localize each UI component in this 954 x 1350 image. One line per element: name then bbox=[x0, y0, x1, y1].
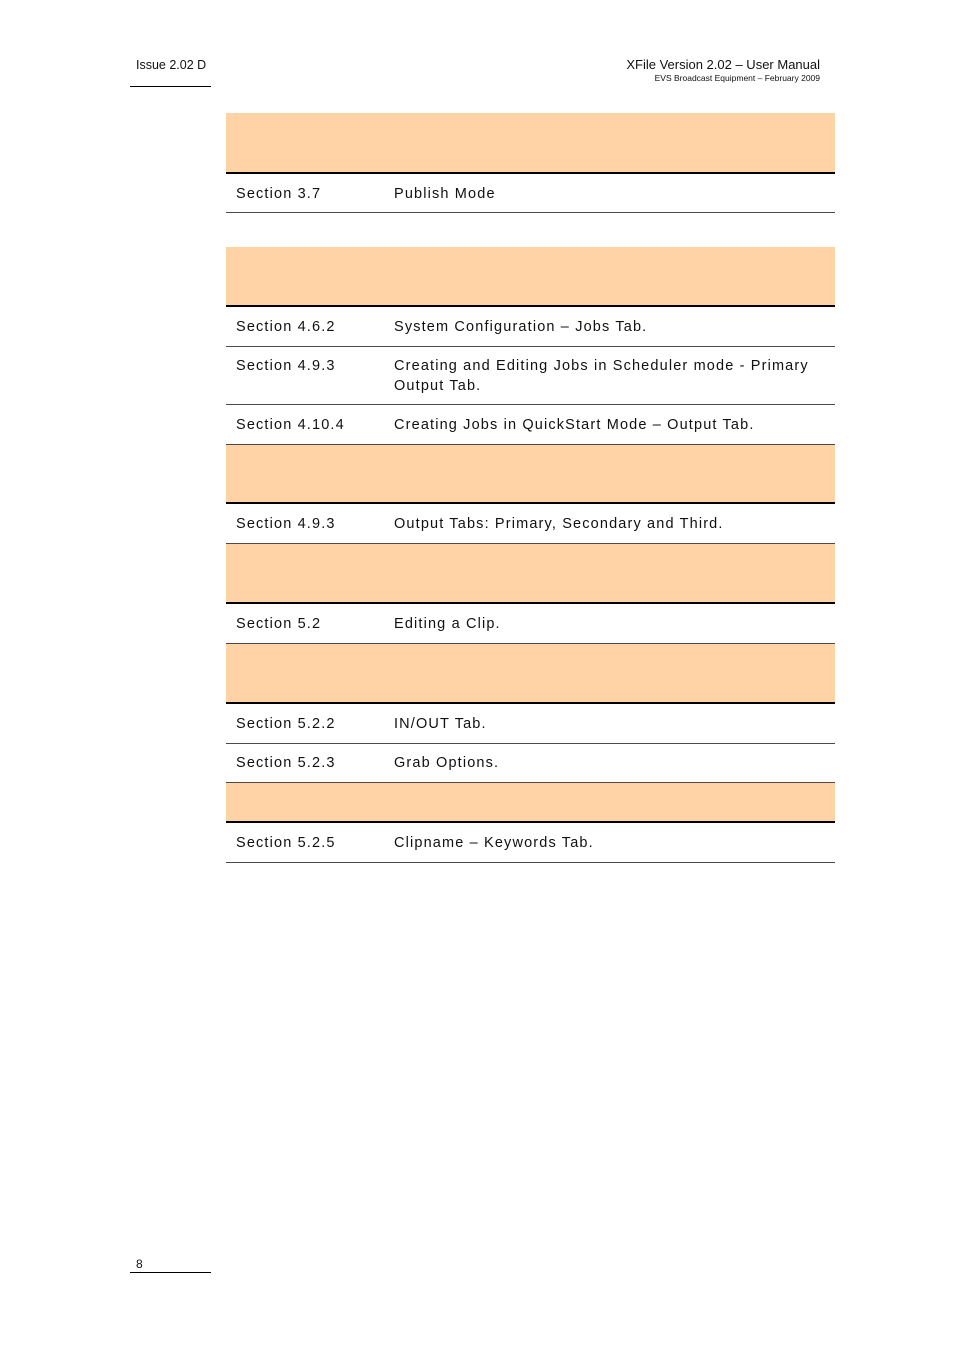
table-group-band bbox=[226, 783, 835, 823]
table-group-band bbox=[226, 445, 835, 504]
table-row bbox=[226, 347, 835, 405]
header-rule bbox=[130, 86, 211, 87]
footer-rule bbox=[130, 1272, 211, 1273]
section-title: System Configuration – Jobs Tab. bbox=[394, 319, 648, 335]
section-title: Publish Mode bbox=[394, 186, 496, 202]
section-reference-table bbox=[226, 113, 835, 863]
table-row bbox=[226, 504, 835, 544]
table-row bbox=[226, 604, 835, 644]
issue-label: Issue 2.02 D bbox=[136, 58, 207, 72]
table-group-band bbox=[226, 644, 835, 704]
table-row bbox=[226, 405, 835, 445]
document-subtitle: EVS Broadcast Equipment – February 2009 bbox=[654, 73, 820, 83]
document-header bbox=[626, 57, 820, 83]
page-number: 8 bbox=[136, 1257, 143, 1271]
table-group-band bbox=[226, 544, 835, 604]
section-number: Section 5.2.2 bbox=[236, 716, 336, 732]
section-title: Clipname – Keywords Tab. bbox=[394, 835, 594, 851]
section-title: Creating and Editing Jobs in Scheduler mode - Primary Output Tab. bbox=[394, 358, 809, 394]
group-spacer bbox=[226, 213, 835, 247]
table-row bbox=[226, 823, 835, 863]
section-number: Section 3.7 bbox=[236, 186, 322, 202]
section-title: Output Tabs: Primary, Secondary and Third. bbox=[394, 516, 724, 532]
document-title: XFile Version 2.02 – User Manual bbox=[626, 57, 820, 72]
section-number: Section 4.10.4 bbox=[236, 417, 345, 433]
section-number: Section 4.6.2 bbox=[236, 319, 336, 335]
section-title: Grab Options. bbox=[394, 755, 500, 771]
table-row bbox=[226, 174, 835, 213]
section-number: Section 4.9.3 bbox=[236, 358, 336, 374]
table-row bbox=[226, 307, 835, 347]
section-title: Editing a Clip. bbox=[394, 616, 501, 632]
section-number: Section 5.2.3 bbox=[236, 755, 336, 771]
section-number: Section 4.9.3 bbox=[236, 516, 336, 532]
section-number: Section 5.2 bbox=[236, 616, 322, 632]
table-group-band bbox=[226, 113, 835, 174]
section-number: Section 5.2.5 bbox=[236, 835, 336, 851]
section-title: IN/OUT Tab. bbox=[394, 716, 487, 732]
section-title: Creating Jobs in QuickStart Mode – Output Tab. bbox=[394, 417, 755, 433]
table-row bbox=[226, 704, 835, 744]
table-group-band bbox=[226, 247, 835, 307]
table-row bbox=[226, 744, 835, 783]
